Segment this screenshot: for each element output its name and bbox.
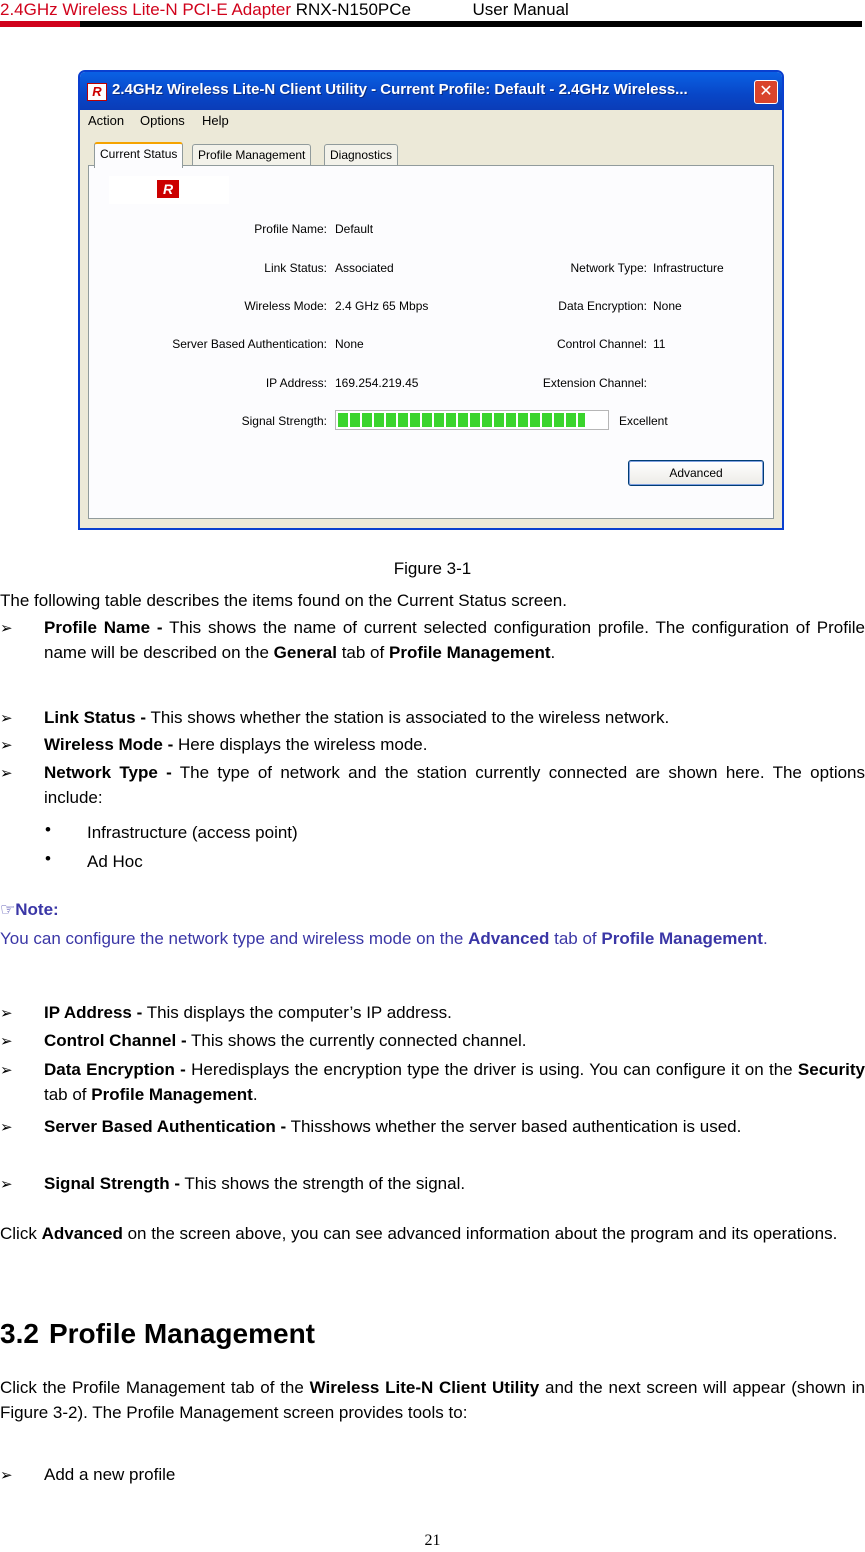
item-network-type: Network Type - The type of network and the station currently connected are shown here. The options include: — [44, 763, 865, 807]
intro-paragraph: The following table describes the items found on the Current Status screen. — [0, 591, 567, 610]
note-heading: ☞Note: — [0, 900, 59, 919]
current-status-panel — [88, 165, 774, 519]
profile-management-paragraph: Click the Profile Management tab of the Wireless Lite-N Client Utility and the next screen will appear (shown in Figure 3-2). The Profile Management screen provides tools to: — [0, 1378, 865, 1422]
link-status-value: Associated — [335, 261, 394, 275]
close-button[interactable]: ✕ — [754, 80, 778, 104]
sub-bullet: • — [45, 849, 51, 868]
sub-bullet: • — [45, 820, 51, 839]
signal-strength-text: Excellent — [619, 414, 668, 428]
data-encryption-label: Data Encryption: — [558, 299, 647, 313]
item-ip-address: IP Address - This displays the computer’s IP address. — [44, 1003, 452, 1022]
item-control-channel: Control Channel - This shows the currently connected channel. — [44, 1031, 527, 1050]
menu-help[interactable]: Help — [202, 113, 229, 128]
item-profile-name: Profile Name - This shows the name of current selected configuration profile. The configuration of Profile name will be described on the General tab of Profile Management. — [44, 618, 865, 662]
extension-channel-label: Extension Channel: — [542, 376, 647, 390]
brand-logo-icon: R — [109, 176, 229, 204]
window-title: 2.4GHz Wireless Lite-N Client Utility - Current Profile: Default - 2.4GHz Wireless... — [112, 81, 688, 98]
list-bullet: ➢ — [0, 1005, 13, 1022]
list-bullet: ➢ — [0, 1033, 13, 1050]
page-number: 21 — [424, 1532, 441, 1549]
profile-name-label: Profile Name: — [254, 222, 327, 236]
network-type-value: Infrastructure — [653, 261, 724, 275]
header-rule-accent — [0, 21, 80, 27]
list-bullet: ➢ — [0, 1467, 13, 1484]
client-utility-window — [78, 70, 784, 530]
option-ad-hoc: Ad Hoc — [87, 852, 143, 871]
list-item-add-profile: Add a new profile — [44, 1465, 176, 1484]
header-product: 2.4GHz Wireless Lite-N PCI-E Adapter — [0, 0, 291, 19]
tab-diagnostics[interactable]: Diagnostics — [324, 144, 398, 166]
tab-current-status[interactable]: Current Status — [94, 142, 183, 168]
item-signal-strength: Signal Strength - This shows the strength of the signal. — [44, 1174, 466, 1193]
header-doc-title: User Manual — [472, 0, 569, 19]
note-icon: ☞ — [0, 900, 16, 919]
signal-strength-fill — [338, 413, 585, 427]
network-type-label: Network Type: — [570, 261, 647, 275]
server-auth-label: Server Based Authentication: — [172, 337, 327, 351]
item-wireless-mode: Wireless Mode - Here displays the wireless mode. — [44, 735, 428, 754]
option-infrastructure: Infrastructure (access point) — [87, 823, 298, 842]
menu-bar — [80, 110, 782, 132]
app-logo-icon: R — [87, 83, 107, 101]
ip-address-value: 169.254.219.45 — [335, 376, 419, 390]
note-text: You can configure the network type and wireless mode on the Advanced tab of Profile Management. — [0, 929, 768, 948]
list-bullet: ➢ — [0, 1119, 13, 1136]
signal-strength-label: Signal Strength: — [241, 414, 327, 428]
title-bar — [80, 72, 782, 110]
list-bullet: ➢ — [0, 1062, 13, 1079]
advanced-button[interactable]: Advanced — [628, 460, 764, 486]
wireless-mode-label: Wireless Mode: — [244, 299, 327, 313]
list-bullet: ➢ — [0, 737, 13, 754]
control-channel-value: 11 — [653, 337, 666, 351]
list-bullet: ➢ — [0, 710, 13, 727]
server-auth-value: None — [335, 337, 364, 351]
item-data-encryption: Data Encryption - Heredisplays the encryption type the driver is using. You can configure it on the Security tab of Profile Management. — [44, 1060, 865, 1104]
menu-options[interactable]: Options — [140, 113, 185, 128]
profile-name-value: Default — [335, 222, 374, 236]
list-bullet: ➢ — [0, 765, 13, 782]
figure-caption: Figure 3-1 — [393, 559, 472, 578]
tab-profile-management[interactable]: Profile Management — [192, 144, 311, 166]
header-model: RNX-N150PCe — [295, 0, 411, 19]
menu-action[interactable]: Action — [88, 113, 125, 128]
list-bullet: ➢ — [0, 620, 13, 637]
list-bullet: ➢ — [0, 1176, 13, 1193]
item-link-status: Link Status - This shows whether the station is associated to the wireless network. — [44, 708, 670, 727]
link-status-label: Link Status: — [264, 261, 327, 275]
running-header — [0, 0, 865, 20]
control-channel-label: Control Channel: — [556, 337, 647, 351]
section-heading: 3.2 Profile Management — [0, 1318, 315, 1349]
item-server-auth: Server Based Authentication - Thisshows whether the server based authentication is used. — [44, 1117, 742, 1136]
header-rule — [0, 21, 862, 27]
data-encryption-value: None — [653, 299, 682, 313]
wireless-mode-value: 2.4 GHz 65 Mbps — [335, 299, 429, 313]
ip-address-label: IP Address: — [265, 376, 327, 390]
signal-strength-bar — [335, 410, 609, 430]
advanced-paragraph: Click Advanced on the screen above, you can see advanced information about the program and its operations. — [0, 1224, 838, 1243]
